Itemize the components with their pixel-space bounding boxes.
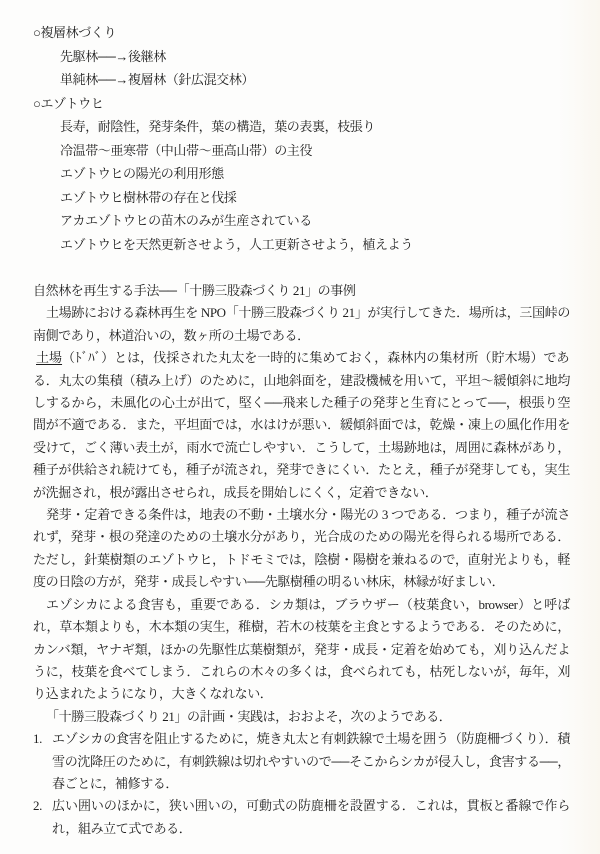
numbered-item	[33, 795, 570, 840]
outline-item: エゾトウヒを天然更新させよう，人工更新させよう，植えよう	[60, 236, 413, 252]
item-number: 2.	[33, 798, 42, 814]
item-text: 広い囲いのほかに，狭い囲いの，可動式の防鹿柵を設置する．これは，貫板と番線で作られ，組み立て式である．	[52, 798, 570, 836]
outline-item: 冷温帯～亜寒帯（中山帯～亜高山帯）の主役	[60, 142, 313, 158]
paragraph-germination-conditions: 発芽・定着できる条件は，地表の不動・土壌水分・陽光の 3 つである．つまり，種子が流されず，発芽・根の発達のための土壌水分があり，光合成のための陽光を得られる場所である．ただし，針葉樹類のエゾトウヒ，トドモミでは，陰樹・陽樹を兼ねるので，直射光よりも，軽度の日陰の方が，発芽・成長しやすい──先駆樹種の明るい林床，林縁が好ましい．	[33, 507, 570, 590]
paragraph-site-description: 土場跡における森林再生を NPO「十勝三股森づくり 21」が実行してきた．場所は，三国峠の南側であり，林道沿いの，数ヶ所の土場である．	[33, 305, 570, 343]
paragraph-text: （ﾄﾞﾊﾞ）とは，伐採された丸太を一時的に集めておく，森林内の集材所（貯木場）である．丸太の集積（積み上げ）のために，山地斜面を，建設機械を用いて，平坦～緩傾斜に地均しするから，未風化の心土が出て，堅く──飛来した種子の発芽と生育にとって──，根張り空間が不適である．また，平坦面では，水はけが悪い．緩傾斜面では，乾燥・凍上の風化作用を受けて，ごく薄い表土が，雨水で流亡しやすい．こうして，土場跡地は，周囲に森林があり，種子が供給され続けても，種子が流され，発芽できにくい．たとえ，種子が発芽しても，実生が洗掘され，根が露出させられ，成長を開始しにくく，定着できない．	[33, 350, 570, 500]
item-number: 1.	[33, 731, 42, 747]
section-heading: 自然林を再生する手法──「十勝三股森づくり 21」の事例	[33, 283, 356, 298]
paragraph-plan-intro: 「十勝三股森づくり 21」の計画・実践は，おおよそ，次のようである．	[46, 708, 452, 724]
underlined-term: 土場	[36, 350, 63, 366]
paragraph-doba-definition	[33, 347, 570, 504]
outline-section	[33, 21, 570, 256]
outline-item: エゾトウヒ樹林帯の存在と伐採	[60, 189, 237, 205]
outline-item: アカエゾトウヒの苗木のみが生産されている	[60, 213, 312, 228]
outline-group-title-multilayer-forest: ○複層林づくり	[33, 25, 117, 40]
outline-item: 先駆林──→後継林	[60, 48, 166, 64]
numbered-item	[33, 728, 570, 795]
paragraph-deer-browsing: エゾシカによる食害も，重要である．シカ類は，ブラウザー（枝葉食い，browser）と呼ばれ，草本類よりも，木本類の実生，稚樹，若木の枝葉を主食とするようである．そのために，カンバ類，ヤナギ類，ほかの先駆性広葉樹類が，発芽・成長・定着を始めても，刈り込んだように，枝葉を食べてしまう．これらの木々の多くは，食べられても，枯死しないが，毎年，刈り込まれたようになり，大きくなれない．	[33, 596, 570, 702]
outline-group-title-ezo-spruce: ○エゾトウヒ	[33, 95, 104, 111]
item-text: エゾシカの食害を阻止するために，焼き丸太と有刺鉄線で土場を囲う（防鹿柵づくり）．積雪の沈降圧のために，有刺鉄線は切れやすいので──そこからシカが侵入し，食害する──，春ごとに，補修する．	[52, 731, 570, 791]
outline-item: 単純林──→複層林（針広混交林）	[60, 72, 255, 87]
outline-item: 長寿，耐陰性，発芽条件，葉の構造，葉の表裏，枝張り	[60, 119, 376, 134]
outline-item: エゾトウヒの陽光の利用形態	[60, 166, 224, 181]
